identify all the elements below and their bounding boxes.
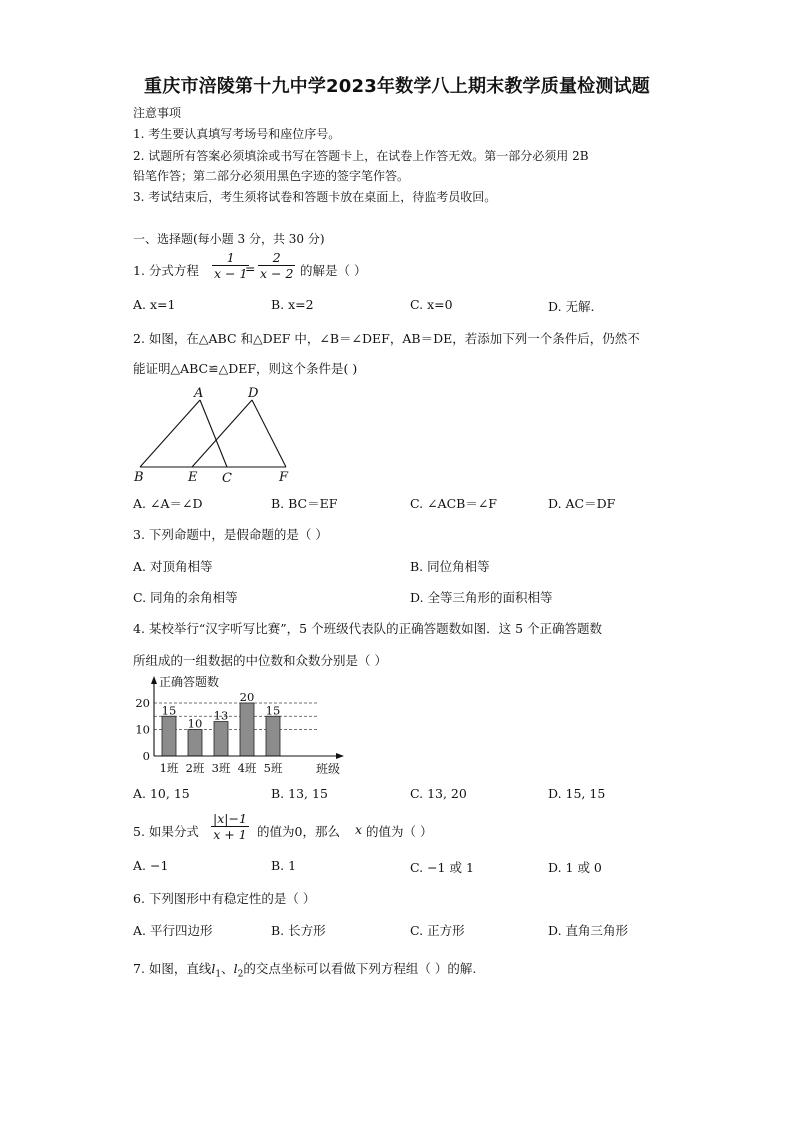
q5-fraction xyxy=(211,811,249,842)
q4-option-c[interactable]: C. 13, 20 xyxy=(410,786,467,801)
q7-prefix: 7. 如图，直线 xyxy=(133,961,212,976)
point-d-label: D xyxy=(248,386,259,401)
point-e-label: E xyxy=(188,470,198,485)
segment-ed xyxy=(192,400,252,467)
segment-df xyxy=(252,400,286,467)
q1-option-d[interactable]: D. 无解. xyxy=(548,299,595,314)
bar-1 xyxy=(162,716,176,756)
q2-option-d[interactable]: D. AC＝DF xyxy=(548,496,616,511)
q1-prefix: 1. 分式方程 xyxy=(133,263,199,278)
q5-option-c[interactable]: C. −1 或 1 xyxy=(410,860,474,875)
x-tick-label: 3班 xyxy=(211,761,231,775)
point-a-label: A xyxy=(194,386,204,401)
notice-item: 1. 考生要认真填写考场号和座位序号。 xyxy=(133,127,341,141)
q5-option-a[interactable]: A. −1 xyxy=(133,858,169,873)
y-axis-label: 正确答题数 xyxy=(159,675,220,689)
x-axis-arrow xyxy=(336,753,344,759)
bar-value-label: 15 xyxy=(265,703,281,718)
q1-f1-numerator: 1 xyxy=(226,250,235,265)
x-axis-label: 班级 xyxy=(316,762,341,776)
q5-prefix: 5. 如果分式 xyxy=(133,824,199,839)
q7-line-l2: l xyxy=(233,961,238,976)
y-tick-label: 20 xyxy=(135,696,150,710)
q7-line-l1: l xyxy=(211,961,216,976)
x-tick-label: 4班 xyxy=(237,761,257,775)
q6-option-d[interactable]: D. 直角三角形 xyxy=(548,923,629,938)
q1-f2-numerator: 2 xyxy=(272,250,281,265)
q3-option-a[interactable]: A. 对顶角相等 xyxy=(133,559,213,574)
x-tick-label: 1班 xyxy=(159,761,179,775)
q4-option-d[interactable]: D. 15, 15 xyxy=(548,786,606,801)
q6-option-b[interactable]: B. 长方形 xyxy=(271,923,326,938)
y-tick-label: 10 xyxy=(135,722,150,737)
q3-option-c[interactable]: C. 同角的余角相等 xyxy=(133,590,238,605)
q2-triangle-figure xyxy=(130,385,300,485)
notice-item: 3. 考试结束后，考生须将试卷和答题卡放在桌面上，待监考员收回。 xyxy=(133,190,497,204)
q5-option-d[interactable]: D. 1 或 0 xyxy=(548,860,602,875)
point-c-label: C xyxy=(222,471,232,485)
bar-value-label: 10 xyxy=(187,716,203,731)
point-b-label: B xyxy=(134,470,144,485)
bar-value-label: 15 xyxy=(161,703,177,718)
bar-value-label: 13 xyxy=(213,708,229,723)
notice-item: 2. 试题所有答案必须填涂或书写在答题卡上，在试卷上作答无效。第一部分必须用 2B xyxy=(133,149,589,163)
q7-suffix: 的交点坐标可以看做下列方程组（ ）的解. xyxy=(243,961,477,976)
q6-option-a[interactable]: A. 平行四边形 xyxy=(133,923,213,938)
q2-option-c[interactable]: C. ∠ACB＝∠F xyxy=(410,496,497,511)
q7-line-l2-subscript: 2 xyxy=(237,969,244,980)
section-heading: 一、选择题(每小题 3 分，共 30 分) xyxy=(133,232,325,246)
q3-stem: 3. 下列命题中，是假命题的是（ ） xyxy=(133,527,328,542)
q1-suffix: 的解是（ ） xyxy=(300,263,367,278)
bar-2 xyxy=(188,730,202,757)
q1-fraction-right xyxy=(258,250,295,281)
point-f-label: F xyxy=(279,470,289,485)
q2-option-b[interactable]: B. BC＝EF xyxy=(271,496,338,511)
q6-stem: 6. 下列图形中有稳定性的是（ ） xyxy=(133,891,316,906)
y-axis-arrow xyxy=(151,676,157,684)
bar-value-label: 20 xyxy=(239,690,255,704)
q4-option-a[interactable]: A. 10, 15 xyxy=(133,786,190,801)
bar-5 xyxy=(266,716,280,756)
q4-option-b[interactable]: B. 13, 15 xyxy=(271,786,328,801)
q4-stem-line2: 所组成的一组数据的中位数和众数分别是（ ） xyxy=(133,653,387,668)
q3-option-d[interactable]: D. 全等三角形的面积相等 xyxy=(410,590,553,605)
q6-option-c[interactable]: C. 正方形 xyxy=(410,923,465,938)
q4-bar-chart xyxy=(128,672,358,782)
y-tick-label: 0 xyxy=(142,749,150,763)
q2-stem-line2: 能证明△ABC≌△DEF，则这个条件是( ) xyxy=(133,361,358,376)
q1-option-c[interactable]: C. x=0 xyxy=(410,297,453,312)
q5-option-b[interactable]: B. 1 xyxy=(271,858,297,873)
q4-stem-line1: 4. 某校举行“汉字听写比赛”，5 个班级代表队的正确答题数如图．这 5 个正确答题数 xyxy=(133,621,603,636)
q3-option-b[interactable]: B. 同位角相等 xyxy=(410,559,490,574)
q5-suffix: 的值为0，那么 xyxy=(257,824,340,839)
q5-denominator: x + 1 xyxy=(211,826,249,842)
q1-f1-denominator: x − 1 xyxy=(214,266,248,281)
q2-stem-line1: 2. 如图，在△ABC 和△DEF 中，∠B＝∠DEF，AB＝DE，若添加下列一个条件后，仍然不 xyxy=(133,331,640,346)
page-title: 重庆市涪陵第十九中学2023年数学八上期末教学质量检测试题 xyxy=(144,76,650,97)
notice-item: 铅笔作答；第二部分必须用黑色字迹的签字笔作答。 xyxy=(133,169,410,183)
q7-separator: 、 xyxy=(221,961,234,976)
q7-line-l1-subscript: 1 xyxy=(215,969,222,980)
segment-ab xyxy=(140,400,200,467)
q2-option-a[interactable]: A. ∠A＝∠D xyxy=(133,496,203,511)
q5-variable: x xyxy=(355,822,363,837)
q5-numerator: |x|−1 xyxy=(213,811,247,826)
bar-4 xyxy=(240,703,254,756)
q1-option-b[interactable]: B. x=2 xyxy=(271,297,314,312)
bar-3 xyxy=(214,722,228,756)
q1-f2-denominator: x − 2 xyxy=(260,266,294,281)
q1-fraction-left xyxy=(212,250,249,281)
q7-stem xyxy=(133,959,476,980)
q1-option-a[interactable]: A. x=1 xyxy=(133,297,176,312)
segment-ac xyxy=(200,400,227,467)
q1-equals: = xyxy=(245,261,256,276)
x-tick-label: 5班 xyxy=(263,761,283,775)
x-tick-label: 2班 xyxy=(185,761,205,775)
q5-suffix2: 的值为（ ） xyxy=(366,824,433,839)
notice-heading: 注意事项 xyxy=(133,106,182,120)
